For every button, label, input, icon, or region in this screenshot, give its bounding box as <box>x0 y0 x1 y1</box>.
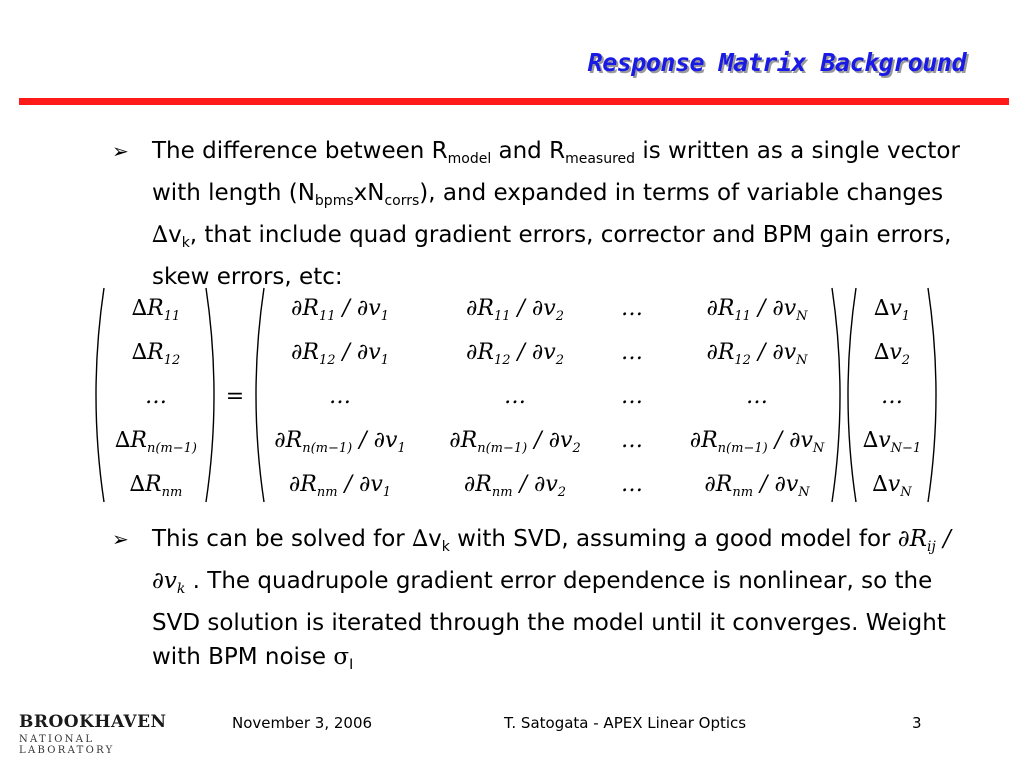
jacobian-cell: $\partial R_{n(m-1)} / \partial v_N$ <box>689 428 825 456</box>
title-divider <box>19 98 1009 105</box>
rhs-cell: $\Delta v_{N-1}$ <box>862 428 922 456</box>
rhs-cell: … <box>881 384 903 409</box>
footer-page-number: 3 <box>912 714 922 732</box>
jacobian-cell: $\partial R_{n(m-1)} / \partial v_2$ <box>449 428 581 456</box>
equals-sign: = <box>225 384 245 409</box>
bullet-1-text: The difference between $R_{model}$ and $R_{measured}$ is written as a single vector with length $(N_{bpms}xN_{corrs})$, and expanded in terms of variable changes $\Delta v_k$, that include quad gradient errors, corrector and BPM gain errors, skew errors, etc: <box>152 138 960 290</box>
jacobian-cell: $\partial R_{12} / \partial v_2$ <box>466 340 564 368</box>
logo-line-2: NATIONAL LABORATORY <box>19 734 115 756</box>
lhs-cell: $\Delta R_{11}$ <box>131 296 181 324</box>
lhs-cell: $\Delta R_{nm}$ <box>129 472 183 500</box>
jacobian-cell: … <box>746 384 768 409</box>
jacobian-cell: $\partial R_{11} / \partial v_1$ <box>291 296 389 324</box>
jacobian-cell: $\partial R_{12} / \partial v_N$ <box>706 340 808 368</box>
rhs-cell: $\Delta v_2$ <box>873 340 911 368</box>
jacobian-cell: … <box>504 384 526 409</box>
rhs-cell: $\Delta v_1$ <box>873 296 911 324</box>
jacobian-cell: $\partial R_{nm} / \partial v_2$ <box>463 472 567 500</box>
bullet-2-text: This can be solved for $\Delta v_k$ with SVD, assuming a good model for $\partial R_{ij} / \partial v_k$ . The quadrupole gradient error dependence is nonlinear, so the SVD solution is iterated through the model until it converges. Weight with BPM noise $\sigma_I$ <box>152 526 951 673</box>
jacobian-cell: $\partial R_{nm} / \partial v_N$ <box>704 472 810 500</box>
footer-date: November 3, 2006 <box>232 714 373 732</box>
jacobian-cell: $\partial R_{n(m-1)} / \partial v_1$ <box>274 428 406 456</box>
rhs-cell: $\Delta v_N$ <box>872 472 912 500</box>
response-matrix-equation <box>0 280 1024 510</box>
arrow-bullet-icon: ➢ <box>112 527 129 551</box>
bullet-1 <box>112 134 962 294</box>
jacobian-cell: $\partial R_{11} / \partial v_N$ <box>706 296 808 324</box>
lhs-cell: $\Delta R_{n(m-1)}$ <box>115 428 197 456</box>
logo-line-1: BROOKHAVEN <box>19 712 167 732</box>
jacobian-cell: $\partial R_{nm} / \partial v_1$ <box>288 472 392 500</box>
footer-author: T. Satogata - APEX Linear Optics <box>504 714 747 732</box>
jacobian-cell: … <box>621 340 643 365</box>
arrow-bullet-icon: ➢ <box>112 139 129 163</box>
bullet-2 <box>112 522 962 682</box>
jacobian-cell: … <box>621 384 643 409</box>
lhs-cell: $\Delta R_{12}$ <box>131 340 181 368</box>
jacobian-cell: $\partial R_{12} / \partial v_1$ <box>291 340 389 368</box>
jacobian-cell: … <box>621 296 643 321</box>
lhs-cell: … <box>145 384 167 409</box>
jacobian-cell: … <box>621 428 643 453</box>
brookhaven-logo <box>19 712 187 756</box>
jacobian-cell: … <box>329 384 351 409</box>
jacobian-cell: $\partial R_{11} / \partial v_2$ <box>466 296 564 324</box>
slide-title: Response Matrix Background <box>587 48 966 77</box>
jacobian-cell: … <box>621 472 643 497</box>
